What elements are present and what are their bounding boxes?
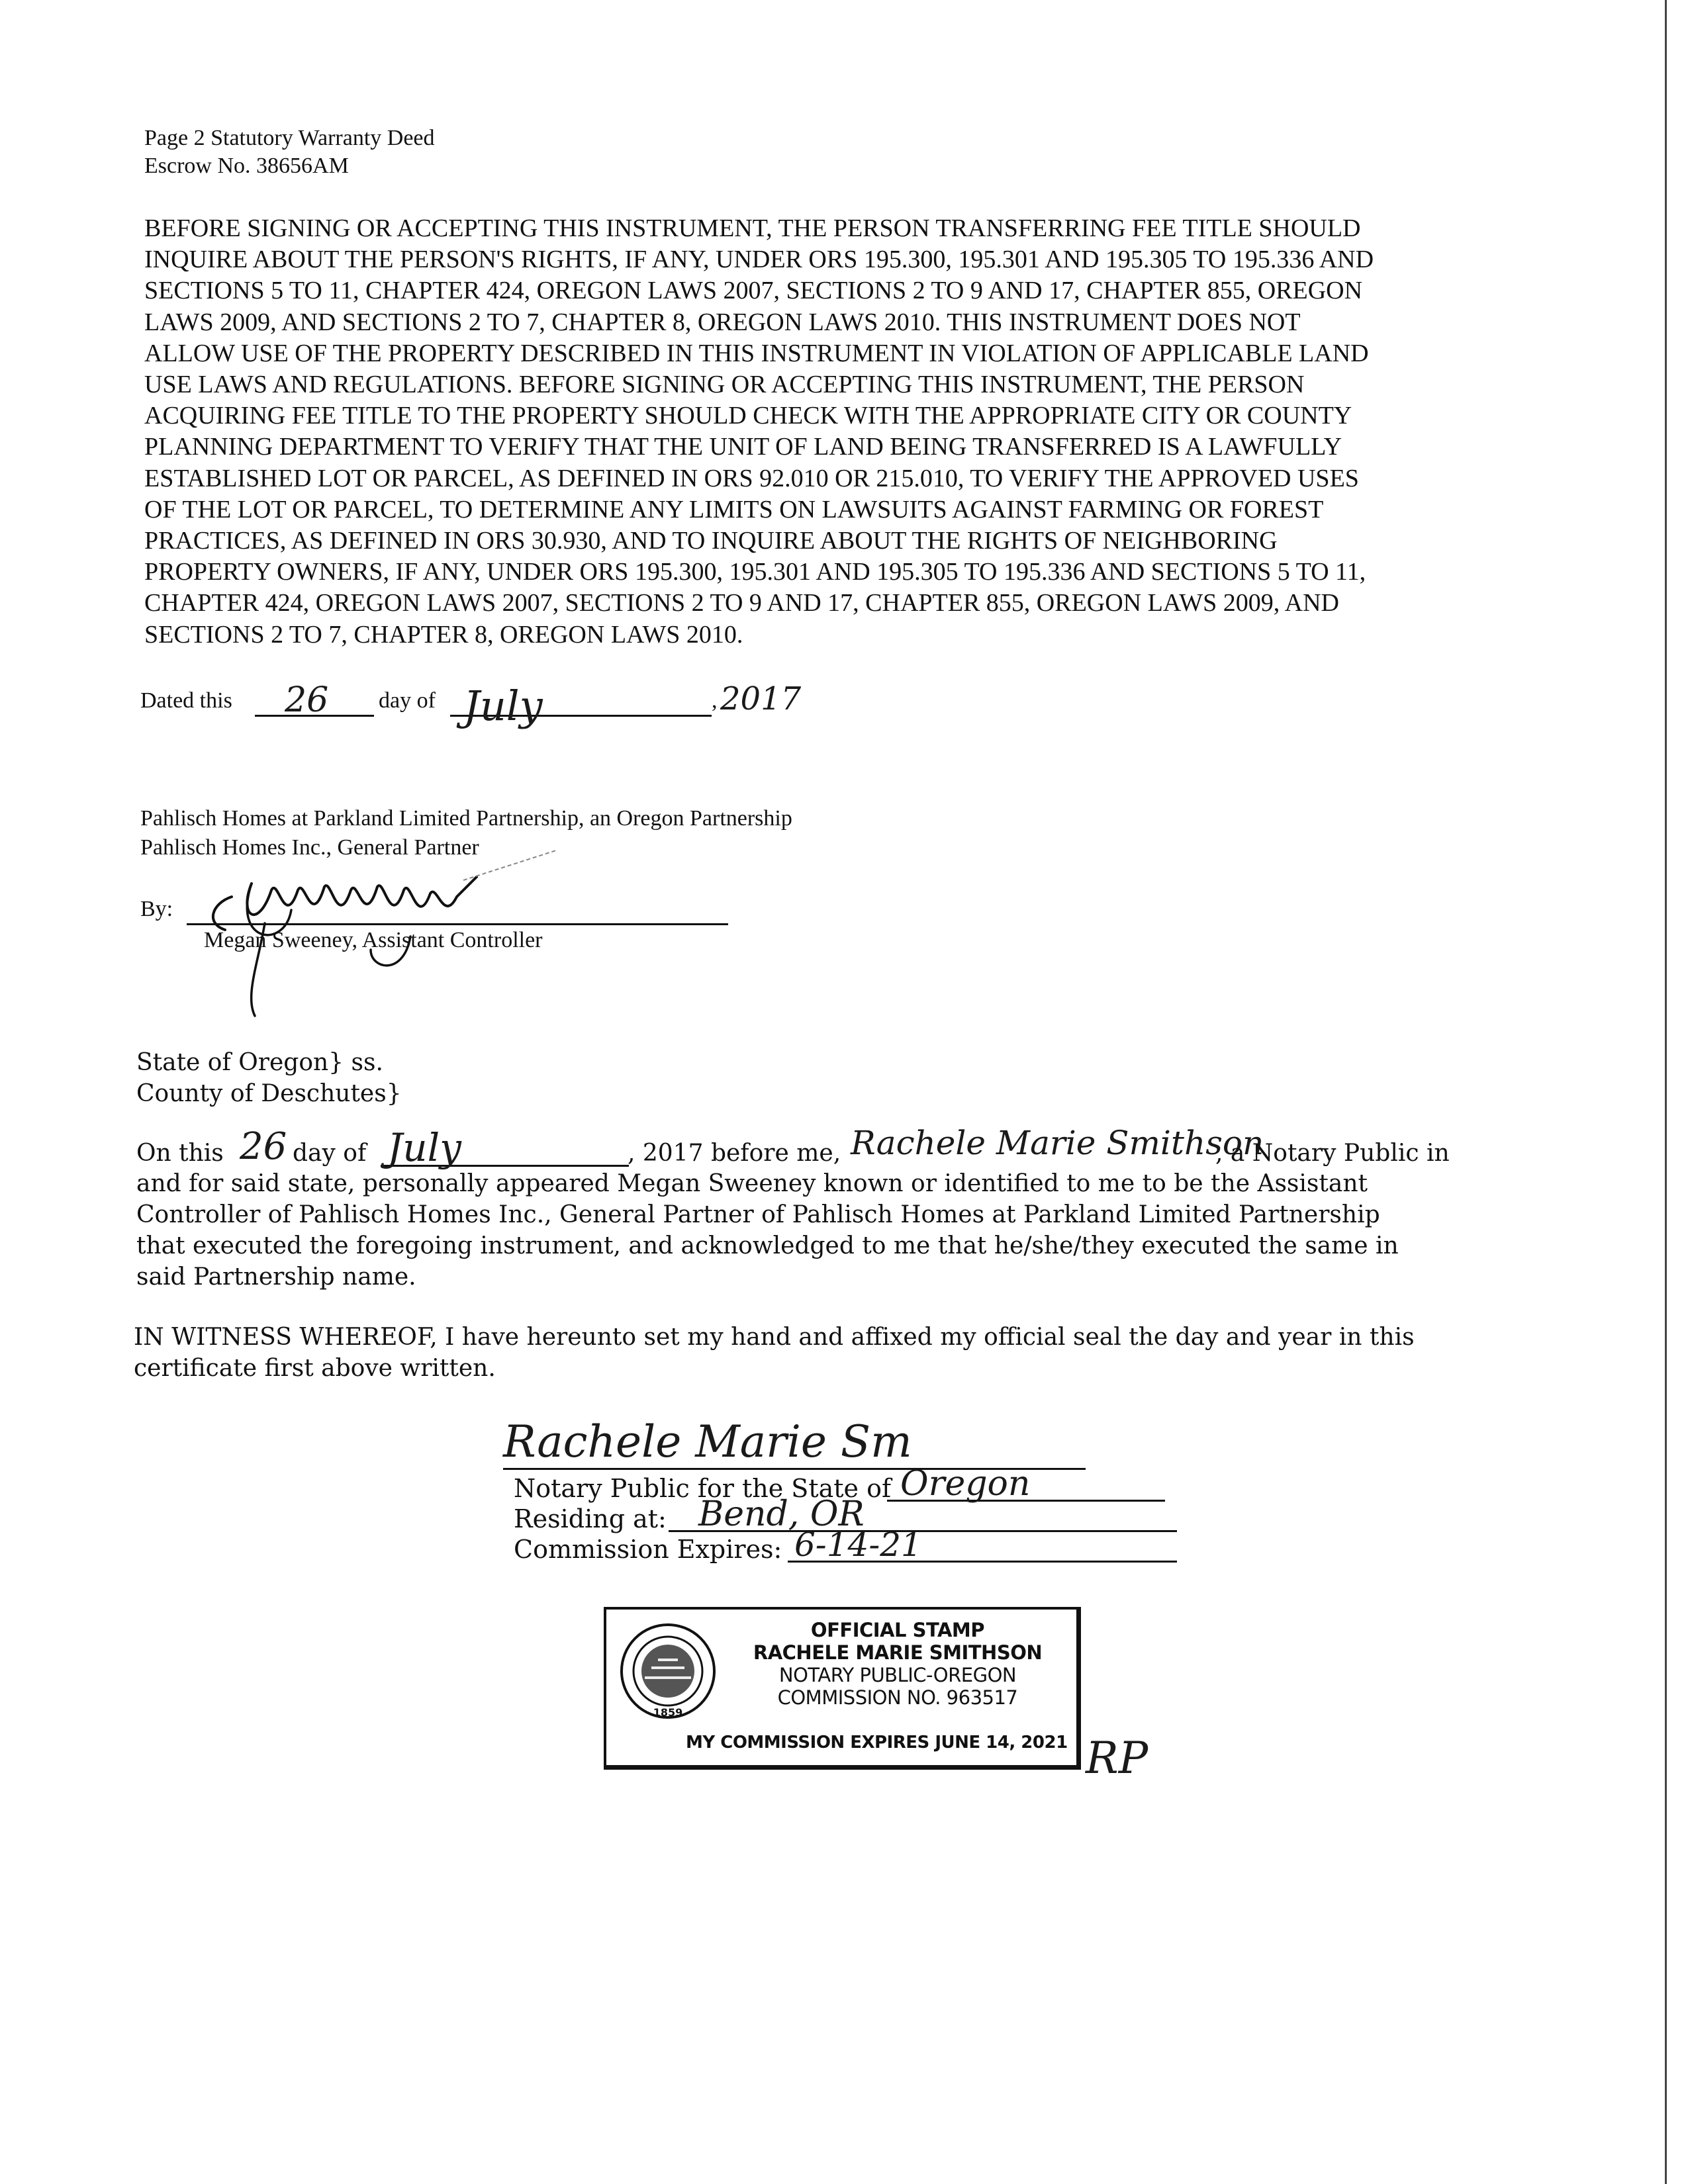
disclosure-line: ACQUIRING FEE TITLE TO THE PROPERTY SHOULD CHECK WITH THE APPROPRIATE CITY OR COUNTY xyxy=(144,402,1352,430)
ack-notary-handwritten: Rachele Marie Smithson xyxy=(851,1124,1264,1162)
ack-line-3: Controller of Pahlisch Homes Inc., General Partner of Pahlisch Homes at Parkland Limited Partnership xyxy=(136,1201,1380,1228)
page-edge-line xyxy=(1665,0,1667,2184)
signer-name-title: Megan Sweeney, Assistant Controller xyxy=(204,928,543,952)
header-escrow: Escrow No. 38656AM xyxy=(144,154,349,178)
venue-county: County of Deschutes} xyxy=(136,1080,402,1107)
disclosure-paragraph xyxy=(144,213,1374,651)
disclosure-line: PLANNING DEPARTMENT TO VERIFY THAT THE UNIT OF LAND BEING TRANSFERRED IS A LAWFULLY xyxy=(144,433,1342,461)
ack-day-of: day of xyxy=(293,1140,367,1167)
stamp-line-name: RACHELE MARIE SMITHSON xyxy=(753,1641,1043,1664)
disclosure-line: PRACTICES, AS DEFINED IN ORS 30.930, AND TO INQUIRE ABOUT THE RIGHTS OF NEIGHBORING xyxy=(144,527,1278,555)
dated-comma: , xyxy=(712,688,718,713)
witness-line-1: IN WITNESS WHEREOF, I have hereunto set my hand and affixed my official seal the day and year in this xyxy=(134,1324,1415,1351)
disclosure-line: PROPERTY OWNERS, IF ANY, UNDER ORS 195.300, 195.301 AND 195.305 TO 195.336 AND SECTIONS 5 TO 11, xyxy=(144,558,1366,586)
ack-notary-suffix: , a Notary Public in xyxy=(1215,1140,1450,1167)
ack-year-text: , 2017 before me, xyxy=(628,1140,841,1167)
by-label: By: xyxy=(140,897,173,921)
ack-line-4: that executed the foregoing instrument, and acknowledged to me that he/she/they executed the same in xyxy=(136,1232,1399,1259)
disclosure-line: LAWS 2009, AND SECTIONS 2 TO 7, CHAPTER 8, OREGON LAWS 2010. THIS INSTRUMENT DOES NOT xyxy=(144,308,1301,336)
grantor-general-partner: Pahlisch Homes Inc., General Partner xyxy=(140,835,479,860)
ack-day-handwritten: 26 xyxy=(240,1125,287,1168)
notary-residing-label: Residing at: xyxy=(514,1504,667,1533)
notary-signature: Rachele Marie Sm xyxy=(503,1416,912,1467)
notary-expires-label: Commission Expires: xyxy=(514,1535,782,1564)
disclosure-line: ESTABLISHED LOT OR PARCEL, AS DEFINED IN ORS 92.010 OR 215.010, TO VERIFY THE APPROVED USES xyxy=(144,464,1359,492)
disclosure-line: INQUIRE ABOUT THE PERSON'S RIGHTS, IF ANY, UNDER ORS 195.300, 195.301 AND 195.305 TO 195.336 AND xyxy=(144,246,1374,274)
disclosure-line: SECTIONS 5 TO 11, CHAPTER 424, OREGON LAWS 2007, SECTIONS 2 TO 9 AND 17, CHAPTER 855, OREGON xyxy=(144,277,1363,305)
dated-day-of: day of xyxy=(379,688,436,713)
stamp-line-commission: COMMISSION NO. 963517 xyxy=(777,1686,1018,1709)
stamp-line-official: OFFICIAL STAMP xyxy=(810,1619,985,1641)
state-seal-icon xyxy=(618,1621,718,1721)
header-title: Page 2 Statutory Warranty Deed xyxy=(144,126,435,150)
ack-month-handwritten: July xyxy=(387,1125,461,1170)
notary-initials: RP xyxy=(1086,1733,1149,1784)
ack-on-this: On this xyxy=(136,1140,224,1167)
witness-line-2: certificate first above written. xyxy=(134,1355,496,1382)
notary-state-handwritten: Oregon xyxy=(900,1464,1031,1504)
disclosure-line: CHAPTER 424, OREGON LAWS 2007, SECTIONS 2 TO 9 AND 17, CHAPTER 855, OREGON LAWS 2009, AND xyxy=(144,589,1339,617)
disclosure-line: ALLOW USE OF THE PROPERTY DESCRIBED IN THIS INSTRUMENT IN VIOLATION OF APPLICABLE LAND xyxy=(144,339,1369,367)
dated-day-handwritten: 26 xyxy=(285,680,329,720)
disclosure-line: BEFORE SIGNING OR ACCEPTING THIS INSTRUMENT, THE PERSON TRANSFERRING FEE TITLE SHOULD xyxy=(144,214,1361,242)
dated-year-handwritten: 2017 xyxy=(720,680,802,717)
ack-line-5: said Partnership name. xyxy=(136,1263,416,1291)
disclosure-line: OF THE LOT OR PARCEL, TO DETERMINE ANY LIMITS ON LAWSUITS AGAINST FARMING OR FOREST xyxy=(144,495,1324,523)
notary-residing-handwritten: Bend, OR xyxy=(698,1494,865,1534)
seal-year: 1859 xyxy=(653,1706,683,1719)
stamp-line-notary: NOTARY PUBLIC-OREGON xyxy=(778,1664,1017,1686)
ack-line-2: and for said state, personally appeared Megan Sweeney known or identified to me to be the Assistant xyxy=(136,1170,1368,1197)
venue-state: State of Oregon} ss. xyxy=(136,1049,383,1076)
grantor-partnership: Pahlisch Homes at Parkland Limited Partnership, an Oregon Partnership xyxy=(140,806,792,831)
stamp-text xyxy=(732,1619,1063,1709)
disclosure-line: USE LAWS AND REGULATIONS. BEFORE SIGNING OR ACCEPTING THIS INSTRUMENT, THE PERSON xyxy=(144,371,1305,399)
dated-prefix: Dated this xyxy=(140,688,232,713)
notary-state-label: Notary Public for the State of xyxy=(514,1474,892,1503)
dated-month-handwritten: July xyxy=(463,682,543,730)
disclosure-line: SECTIONS 2 TO 7, CHAPTER 8, OREGON LAWS 2010. xyxy=(144,620,743,649)
official-stamp xyxy=(604,1607,1081,1770)
stamp-line-expires: MY COMMISSION EXPIRES JUNE 14, 2021 xyxy=(686,1733,1068,1752)
notary-expires-handwritten: 6-14-21 xyxy=(794,1525,922,1564)
grantor-signature xyxy=(172,837,569,1029)
